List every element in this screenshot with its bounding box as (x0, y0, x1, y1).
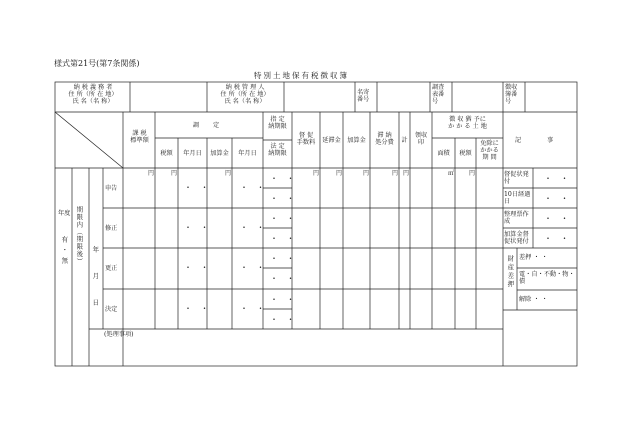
deadline-dots: ・ ・ (270, 194, 298, 203)
remark-ten-days: 10日経過日 (504, 191, 531, 206)
presence-label: 有・無 (60, 236, 69, 268)
row-label-correction: 更正 (105, 265, 118, 272)
area-header: 面積 (437, 150, 450, 157)
tax-base-header: 課 税 標準額 (130, 130, 149, 145)
deferred-tax-header: 税額 (459, 150, 472, 157)
seizure-label: 財産差押 (506, 255, 515, 289)
penalty-header: 加算金 (210, 150, 229, 157)
exemption-period-header: 免除に かかる 期 間 (480, 140, 499, 162)
unit-tax-amount: 円 (171, 170, 178, 177)
unit-penalty2: 円 (363, 170, 370, 177)
date2-header: 年月日 (238, 150, 257, 157)
row-label-amendment: 修正 (105, 225, 118, 232)
seizure-release-date: 解除 ・ ・ (519, 296, 548, 303)
form-number: 様式第21号(第7条関係) (54, 59, 140, 68)
row-label-determination: 決定 (105, 306, 118, 313)
remark-date-dots: ・ ・ (544, 174, 572, 183)
deadline-dots: ・ ・ (270, 315, 298, 324)
date1-dots: ・ ・ (184, 304, 212, 313)
deadline-dots: ・ ・ (270, 295, 298, 304)
designated-deadline-header: 指 定 納期限 (268, 116, 287, 131)
unit-demand-fee: 円 (313, 170, 320, 177)
tax-admin-label: 納 税 管 理 人 住 所（所 在 地） 氏 名（名 称） (220, 84, 270, 106)
remark-date-dots: ・ ・ (544, 234, 572, 243)
deadline-dots: ・ ・ (270, 274, 298, 283)
unit-delinquency: 円 (336, 170, 343, 177)
deadline-dots: ・ ・ (270, 174, 298, 183)
unit-area: ㎡ (448, 170, 455, 177)
date2-dots: ・ ・ (240, 304, 268, 313)
delinquency-header: 延滞金 (322, 137, 341, 144)
unit-disposition: 円 (392, 170, 399, 177)
receipt-stamp-header: 領収 印 (414, 132, 428, 147)
date2-dots: ・ ・ (240, 183, 268, 192)
legal-deadline-header: 法 定 納期限 (268, 143, 287, 158)
row-label-declaration: 申告 (105, 185, 118, 192)
deferred-land-header: 徴 収 猶 予に か か る 土 地 (448, 116, 487, 131)
processing-notes-label: (処理事項) (104, 331, 134, 338)
unit-deferred-tax: 円 (469, 170, 476, 177)
tax-amount-header: 税額 (160, 150, 173, 157)
remark-penalty-demand: 加算金督促状発付 (504, 231, 529, 246)
adjustment-header: 調 定 (192, 122, 226, 129)
penalty2-header: 加算金 (347, 137, 366, 144)
remark-record-created: 整理票作成 (504, 211, 529, 226)
remark-date-dots: ・ ・ (544, 214, 572, 223)
disposition-header: 滞 納 処分費 (375, 132, 394, 147)
page-title: 特別土地保有税徴収簿 (254, 71, 349, 80)
taxpayer-label: 納 税 義 務 者 住 所（所 在 地） 氏 名（名 称） (68, 84, 118, 106)
demand-fee-header: 督 促 手数料 (296, 132, 316, 147)
deadline-dots: ・ ・ (270, 234, 298, 243)
survey-number-label: 調査 表番 号 (432, 84, 445, 106)
name-registry-label: 名寄 番号 (357, 89, 370, 104)
remark-demand-issued: 督促状発付 (504, 171, 529, 186)
unit-penalty: 円 (225, 170, 232, 177)
deadline-dots: ・ ・ (270, 214, 298, 223)
date2-dots: ・ ・ (240, 223, 268, 232)
date1-dots: ・ ・ (184, 223, 212, 232)
collection-book-number-label: 徴収 簿番 号 (505, 84, 518, 106)
unit-tax-base: 円 (148, 170, 155, 177)
date1-header: 年月日 (183, 150, 202, 157)
date2-dots: ・ ・ (240, 263, 268, 272)
deadline-dots: ・ ・ (270, 254, 298, 263)
seizure-date: 差押 ・ ・ (519, 254, 548, 261)
remarks-header: 記 事 (514, 137, 566, 144)
total-header: 計 (401, 137, 408, 144)
date1-dots: ・ ・ (184, 263, 212, 272)
period-date-label: 年 月 日 (91, 246, 100, 312)
date1-dots: ・ ・ (184, 183, 212, 192)
fiscal-year-label: 年度 (58, 210, 71, 217)
seizure-types: 電・自・不動・物・債 (519, 271, 575, 286)
unit-total: 円 (403, 170, 410, 177)
period-label: 期限内（期限後） (75, 206, 84, 266)
remark-date-dots: ・ ・ (544, 194, 572, 203)
